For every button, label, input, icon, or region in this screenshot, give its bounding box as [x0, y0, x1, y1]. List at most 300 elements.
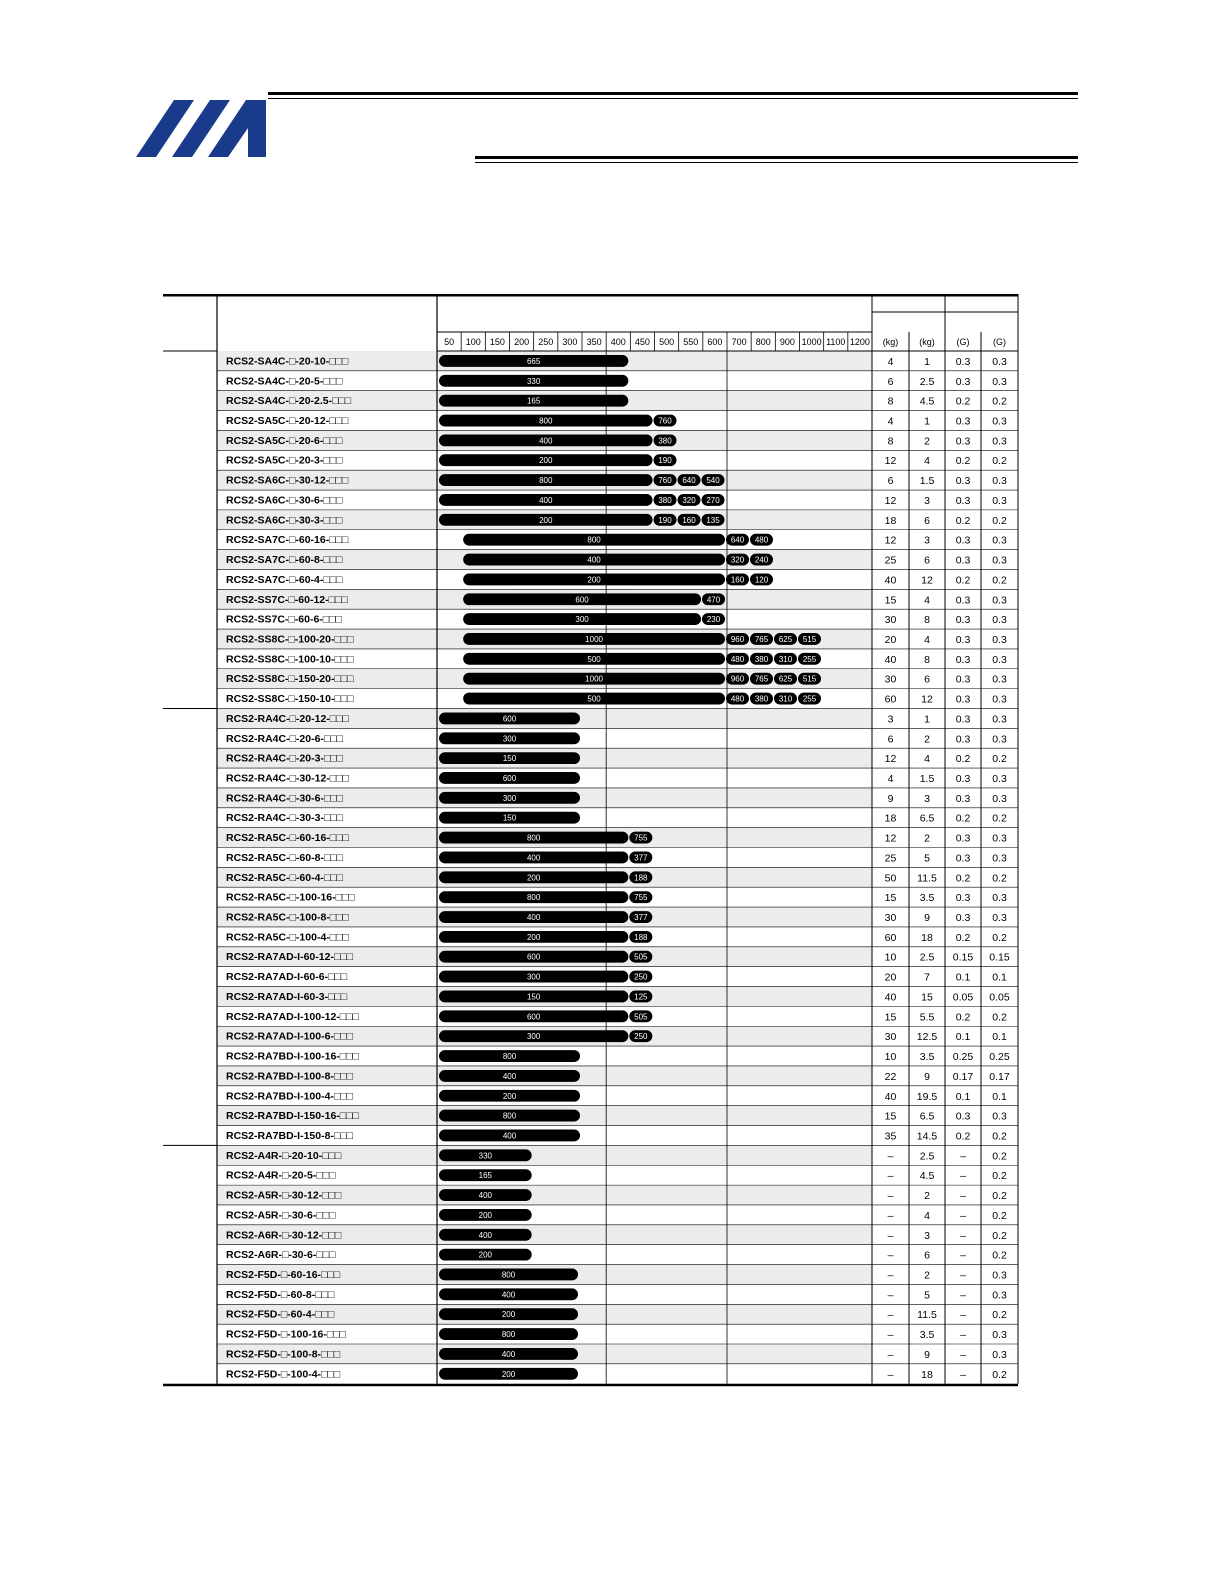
- value-cell: 0.2: [955, 753, 971, 766]
- model-name: RCS2-SA5C-□-20-6-□□□: [226, 434, 343, 447]
- value-cell: 4: [924, 633, 930, 646]
- stroke-bar-label: 800: [501, 1270, 516, 1280]
- value-cell: 0.2: [992, 1209, 1007, 1222]
- value-cell: 0.2: [955, 931, 971, 944]
- table-row: [226, 573, 1007, 586]
- stroke-cap-label: 480: [754, 535, 769, 545]
- value-cell: 11.5: [917, 1309, 937, 1322]
- value-cell: 4.5: [919, 1170, 935, 1183]
- stroke-cap-label: 540: [706, 476, 720, 486]
- value-cell: 2.5: [919, 1150, 935, 1163]
- value-cell: 25: [884, 554, 897, 567]
- table-row: [226, 693, 1007, 706]
- model-name: RCS2-F5D-□-60-4-□□□: [226, 1308, 335, 1321]
- value-cell: 0.2: [992, 1309, 1007, 1322]
- table-row: [226, 1288, 1007, 1301]
- axis-tick-label: 1000: [801, 337, 822, 347]
- stroke-cap-label: 515: [802, 674, 817, 684]
- value-cell: 0.3: [992, 475, 1007, 488]
- value-cell: 0.3: [992, 693, 1007, 706]
- value-cell: 15: [921, 991, 933, 1004]
- value-cell: 0.2: [955, 1130, 971, 1143]
- stroke-bar-label: 400: [478, 1191, 493, 1201]
- value-cell: 15: [884, 594, 897, 607]
- value-cell: 0.3: [955, 375, 971, 388]
- stroke-cap-label: 135: [706, 515, 720, 525]
- value-cell: 0.2: [992, 931, 1007, 944]
- value-cell: –: [887, 1368, 894, 1381]
- value-cell: –: [887, 1329, 894, 1342]
- stroke-bar-label: 300: [526, 972, 541, 982]
- table-row: [226, 951, 1010, 964]
- model-name: RCS2-RA4C-□-20-3-□□□: [226, 752, 343, 765]
- value-cell: 40: [884, 653, 897, 666]
- value-cell: 18: [884, 812, 897, 825]
- value-cell: 5: [924, 1289, 930, 1302]
- value-cell: 19.5: [916, 1090, 938, 1103]
- value-cell: 40: [884, 991, 897, 1004]
- stroke-bar-label: 600: [526, 952, 541, 962]
- value-cell: 0.2: [955, 574, 971, 587]
- value-cell: –: [960, 1150, 966, 1163]
- value-cell: 5: [924, 852, 930, 865]
- stroke-cap-label: 320: [682, 495, 696, 505]
- stroke-cap-label: 310: [778, 654, 793, 664]
- stroke-cap-label: 640: [682, 476, 696, 486]
- stroke-cap-label: 480: [730, 694, 745, 704]
- value-cell: 9: [887, 792, 894, 805]
- stroke-cap-label: 760: [658, 416, 672, 426]
- table-bottom-border: [163, 1384, 1018, 1387]
- stroke-bar-label: 200: [478, 1210, 493, 1220]
- stroke-cap-label: 120: [754, 575, 769, 585]
- value-cell: –: [960, 1368, 966, 1381]
- value-cell: 0.3: [955, 614, 971, 627]
- stroke-cap-label: 625: [778, 674, 793, 684]
- value-cell: 15: [884, 892, 897, 905]
- value-cell: 0.2: [955, 1011, 971, 1024]
- value-cell: 12: [884, 455, 897, 468]
- table-row: [226, 454, 1007, 467]
- value-cell: 0.3: [955, 653, 971, 666]
- stroke-bar-label: 330: [526, 376, 541, 386]
- value-cell: 12.5: [916, 1031, 938, 1044]
- value-cell: 0.3: [992, 832, 1007, 845]
- value-cell: 0.3: [955, 633, 971, 646]
- value-cell: 0.2: [992, 872, 1007, 885]
- stroke-bar-label: 500: [587, 694, 601, 704]
- value-cell: 3: [924, 1229, 930, 1242]
- value-cell: 4: [924, 753, 930, 766]
- axis-tick-label: 150: [489, 337, 505, 347]
- value-cell: 0.3: [992, 1289, 1007, 1302]
- stroke-bar-label: 400: [587, 555, 601, 565]
- value-cell: 0.2: [992, 1011, 1007, 1024]
- stroke-bar-label: 1000: [585, 674, 603, 684]
- stroke-cap-label: 188: [634, 932, 648, 942]
- value-cell: 14.5: [916, 1130, 938, 1143]
- value-cell: 15: [884, 1011, 897, 1024]
- value-cell: 35: [884, 1130, 897, 1143]
- value-cell: 1: [924, 415, 930, 428]
- value-cell: 2.5: [919, 375, 935, 388]
- value-cell: 2: [924, 435, 930, 448]
- value-cell: 40: [884, 1090, 897, 1103]
- axis-tick-label: 550: [683, 337, 699, 347]
- unit-header: (kg): [919, 337, 935, 347]
- stroke-bar-label: 300: [502, 793, 517, 803]
- value-cell: 3.5: [919, 892, 935, 905]
- stroke-cap-label: 470: [706, 595, 721, 605]
- value-cell: 0.3: [955, 832, 971, 845]
- value-cell: 20: [884, 633, 897, 646]
- stroke-cap-label: 190: [658, 456, 672, 466]
- value-cell: 0.3: [992, 713, 1007, 726]
- value-cell: 0.15: [952, 951, 974, 964]
- value-cell: –: [887, 1190, 894, 1203]
- stroke-cap-label: 160: [730, 575, 745, 585]
- unit-headers: [883, 337, 1006, 347]
- value-cell: 0.1: [955, 971, 971, 984]
- stroke-bar-label: 200: [587, 575, 601, 585]
- value-cell: 0.05: [952, 991, 974, 1004]
- value-cell: 12: [884, 832, 897, 845]
- value-cell: 1: [924, 355, 930, 368]
- model-name: RCS2-RA7BD-I-150-8-□□□: [226, 1129, 353, 1142]
- value-cell: –: [887, 1289, 894, 1302]
- stroke-bar-label: 800: [587, 535, 601, 545]
- stroke-cap-label: 188: [634, 873, 648, 883]
- axis-tick-label: 50: [444, 337, 455, 347]
- value-cell: 0.3: [992, 633, 1007, 646]
- stroke-cap-label: 250: [634, 1032, 648, 1042]
- model-name: RCS2-SA4C-□-20-5-□□□: [226, 375, 343, 388]
- value-cell: 2.5: [919, 951, 935, 964]
- value-cell: 0.3: [992, 1110, 1007, 1123]
- model-name: RCS2-RA5C-□-60-4-□□□: [226, 871, 343, 884]
- model-name: RCS2-RA7BD-I-100-4-□□□: [226, 1090, 353, 1103]
- model-name: RCS2-SS7C-□-60-12-□□□: [226, 593, 348, 606]
- stroke-bar-label: 1000: [585, 634, 603, 644]
- stroke-bar-label: 800: [526, 893, 541, 903]
- stroke-cap-label: 310: [778, 694, 793, 704]
- model-name: RCS2-SA7C-□-60-4-□□□: [226, 573, 343, 586]
- value-cell: 18: [884, 514, 897, 527]
- value-cell: 1.5: [919, 475, 935, 488]
- value-cell: 2: [924, 832, 930, 845]
- stroke-bar-label: 200: [539, 515, 553, 525]
- stroke-bar-label: 165: [478, 1171, 493, 1181]
- table-row: [226, 673, 1007, 686]
- stroke-cap-label: 160: [682, 515, 696, 525]
- model-name: RCS2-RA4C-□-30-6-□□□: [226, 792, 343, 805]
- model-name: RCS2-F5D-□-60-8-□□□: [226, 1288, 335, 1301]
- stroke-cap-label: 960: [730, 634, 745, 644]
- table-row: [226, 593, 1007, 606]
- table-row: [226, 732, 1007, 745]
- stroke-cap-label: 230: [706, 615, 721, 625]
- value-cell: 25: [884, 852, 897, 865]
- value-cell: 0.2: [992, 574, 1007, 587]
- model-name: RCS2-RA5C-□-100-16-□□□: [226, 891, 355, 904]
- axis-tick-label: 700: [731, 337, 747, 347]
- table-row: [226, 812, 1007, 825]
- axis-tick-label: 600: [707, 337, 723, 347]
- stroke-bar-label: 200: [539, 456, 553, 466]
- value-cell: 22: [884, 1070, 897, 1083]
- table-row: [226, 375, 1007, 388]
- stroke-bar-label: 800: [502, 1111, 517, 1121]
- axis-tick-label: 100: [465, 337, 481, 347]
- model-name: RCS2-SS8C-□-150-10-□□□: [226, 693, 354, 706]
- value-cell: 30: [884, 614, 897, 627]
- value-cell: 5.5: [919, 1011, 935, 1024]
- value-cell: 8: [924, 614, 930, 627]
- stroke-bar-label: 150: [502, 813, 517, 823]
- value-cell: 0.3: [992, 1348, 1007, 1361]
- stroke-cap-label: 505: [634, 952, 648, 962]
- model-name: RCS2-A6R-□-30-6-□□□: [226, 1249, 336, 1262]
- axis-tick-label: 1100: [826, 337, 846, 347]
- value-cell: 0.3: [992, 355, 1007, 368]
- stroke-bar-label: 200: [501, 1310, 516, 1320]
- model-name: RCS2-SA5C-□-20-3-□□□: [226, 454, 343, 467]
- value-cell: –: [960, 1190, 966, 1203]
- value-cell: 0.2: [955, 872, 971, 885]
- model-name: RCS2-RA4C-□-30-12-□□□: [226, 772, 349, 785]
- stroke-axis-ticks: [444, 332, 870, 351]
- table-row: [226, 911, 1007, 924]
- stroke-bar-label: 200: [478, 1250, 493, 1260]
- axis-tick-label: 900: [779, 337, 795, 347]
- value-cell: 12: [921, 693, 933, 706]
- stroke-bar-label: 200: [502, 1091, 517, 1101]
- stroke-bar-label: 400: [502, 1131, 517, 1141]
- model-name: RCS2-RA7AD-I-60-12-□□□: [226, 951, 353, 964]
- value-cell: –: [887, 1150, 894, 1163]
- value-cell: 10: [884, 951, 897, 964]
- model-name: RCS2-SS8C-□-100-10-□□□: [226, 653, 354, 666]
- value-cell: 8: [924, 653, 930, 666]
- value-cell: 0.1: [955, 1090, 971, 1103]
- value-cell: 0.2: [992, 1249, 1007, 1262]
- value-cell: 0.3: [992, 534, 1007, 547]
- value-cell: 3: [924, 792, 930, 805]
- value-cell: 0.2: [992, 395, 1007, 408]
- stroke-bar-label: 150: [526, 992, 541, 1002]
- value-cell: 4: [887, 355, 894, 368]
- stroke-cap-label: 640: [730, 535, 745, 545]
- stroke-cap-label: 765: [754, 674, 769, 684]
- value-cell: 2: [924, 1269, 930, 1282]
- value-cell: 0.1: [992, 1031, 1007, 1044]
- stroke-cap-label: 255: [802, 694, 817, 704]
- value-cell: –: [887, 1249, 894, 1262]
- value-cell: 30: [884, 912, 897, 925]
- model-name: RCS2-RA4C-□-30-3-□□□: [226, 812, 343, 825]
- value-cell: 4.5: [919, 395, 935, 408]
- value-cell: 0.3: [992, 653, 1007, 666]
- stroke-cap-label: 765: [754, 634, 769, 644]
- stroke-bar-label: 600: [526, 1012, 541, 1022]
- model-name: RCS2-A6R-□-30-12-□□□: [226, 1229, 342, 1242]
- value-cell: 0.2: [955, 455, 971, 468]
- unit-header: (G): [956, 337, 970, 347]
- stroke-cap-label: 380: [658, 495, 672, 505]
- value-cell: 0.17: [989, 1070, 1010, 1083]
- stroke-cap-label: 255: [802, 654, 817, 664]
- value-cell: 6: [924, 554, 930, 567]
- value-cell: 20: [884, 971, 897, 984]
- unit-header: (G): [993, 337, 1006, 347]
- value-cell: 12: [921, 574, 933, 587]
- value-cell: 0.3: [955, 673, 971, 686]
- value-cell: 0.2: [992, 1368, 1007, 1381]
- value-cell: 0.2: [992, 1130, 1007, 1143]
- value-cell: 9: [924, 1070, 930, 1083]
- table-row: [226, 1209, 1007, 1222]
- stroke-bar-label: 400: [539, 495, 553, 505]
- value-cell: 0.17: [952, 1070, 974, 1083]
- value-cell: 6: [887, 375, 894, 388]
- value-cell: 0.3: [992, 733, 1007, 746]
- stroke-bar-label: 800: [502, 1052, 517, 1062]
- value-cell: 0.2: [992, 1170, 1007, 1183]
- stroke-cap-label: 377: [634, 913, 648, 923]
- value-cell: 6.5: [919, 1110, 935, 1123]
- model-name: RCS2-SS8C-□-150-20-□□□: [226, 673, 354, 686]
- stroke-cap-label: 380: [658, 436, 672, 446]
- value-cell: 0.3: [992, 614, 1007, 627]
- model-name: RCS2-RA4C-□-20-6-□□□: [226, 732, 343, 745]
- value-cell: 50: [884, 872, 897, 885]
- stroke-bar-label: 600: [502, 714, 517, 724]
- model-name: RCS2-A4R-□-20-10-□□□: [226, 1149, 342, 1162]
- value-cell: 0.3: [955, 912, 971, 925]
- model-name: RCS2-RA5C-□-100-8-□□□: [226, 911, 349, 924]
- stroke-bar-label: 400: [478, 1230, 493, 1240]
- table-row: [226, 633, 1007, 646]
- value-cell: 0.3: [992, 1269, 1007, 1282]
- stroke-bar-label: 800: [501, 1330, 516, 1340]
- value-cell: 0.3: [955, 892, 971, 905]
- model-name: RCS2-RA4C-□-20-12-□□□: [226, 712, 349, 725]
- value-cell: 0.3: [955, 772, 971, 785]
- table-row: [226, 931, 1007, 944]
- value-cell: –: [960, 1209, 966, 1222]
- table-row: [226, 1010, 1007, 1023]
- value-cell: 18: [921, 931, 933, 944]
- table-row: [226, 971, 1007, 984]
- table-row: [226, 474, 1007, 487]
- value-cell: 0.2: [955, 514, 971, 527]
- value-cell: –: [960, 1229, 966, 1242]
- stroke-cap-label: 240: [754, 555, 769, 565]
- value-cell: 0.3: [992, 852, 1007, 865]
- table-row: [226, 1328, 1007, 1341]
- value-cell: 0.3: [955, 594, 971, 607]
- value-cell: 8: [887, 395, 894, 408]
- value-cell: 4: [924, 594, 930, 607]
- value-cell: 0.3: [992, 912, 1007, 925]
- stroke-cap-label: 515: [802, 634, 817, 644]
- value-cell: 0.3: [955, 693, 971, 706]
- table-top-border: [163, 294, 1018, 297]
- value-cell: 0.2: [955, 812, 971, 825]
- value-cell: 6: [924, 673, 930, 686]
- value-cell: 4: [887, 415, 894, 428]
- value-cell: 6: [887, 475, 894, 488]
- stroke-bar-label: 200: [526, 932, 541, 942]
- value-cell: –: [887, 1170, 894, 1183]
- value-cell: 8: [887, 435, 894, 448]
- model-name: RCS2-F5D-□-100-16-□□□: [226, 1328, 346, 1341]
- value-cell: 30: [884, 1031, 897, 1044]
- stroke-bar-label: 800: [539, 476, 553, 486]
- unit-header: (kg): [882, 337, 899, 347]
- value-cell: 0.2: [992, 1150, 1007, 1163]
- value-cell: 2: [924, 1190, 930, 1203]
- value-cell: 60: [884, 693, 897, 706]
- value-cell: 0.25: [952, 1051, 974, 1064]
- model-name: RCS2-RA7AD-I-100-12-□□□: [226, 1010, 359, 1023]
- table-row: [226, 772, 1007, 785]
- table-row: [226, 1030, 1007, 1043]
- value-cell: 0.1: [992, 971, 1007, 984]
- value-cell: –: [960, 1170, 966, 1183]
- value-cell: 18: [921, 1368, 933, 1381]
- value-cell: 0.3: [992, 892, 1007, 905]
- value-cell: 10: [884, 1051, 897, 1064]
- model-name: RCS2-RA7AD-I-60-3-□□□: [226, 990, 348, 1003]
- value-cell: 0.3: [955, 792, 971, 805]
- stroke-cap-label: 625: [778, 634, 793, 644]
- table-row: [226, 1249, 1007, 1262]
- value-cell: 60: [884, 931, 897, 944]
- value-cell: 0.3: [955, 1110, 971, 1123]
- value-cell: 9: [924, 912, 930, 925]
- model-name: RCS2-A5R-□-30-6-□□□: [226, 1209, 336, 1222]
- axis-tick-label: 450: [634, 337, 650, 347]
- stroke-cap-label: 377: [634, 853, 648, 863]
- model-name: RCS2-F5D-□-100-4-□□□: [226, 1368, 341, 1381]
- value-cell: 0.3: [955, 415, 971, 428]
- model-name: RCS2-RA5C-□-100-4-□□□: [226, 931, 349, 944]
- value-cell: –: [960, 1289, 966, 1302]
- value-cell: 7: [924, 971, 930, 984]
- stroke-cap-label: 380: [754, 654, 769, 664]
- model-name: RCS2-SS7C-□-60-6-□□□: [226, 613, 342, 626]
- stroke-cap-label: 755: [634, 893, 648, 903]
- model-name: RCS2-SA7C-□-60-16-□□□: [226, 534, 349, 547]
- table-row: [226, 534, 1007, 547]
- stroke-bar-label: 200: [501, 1369, 516, 1379]
- value-cell: 0.2: [992, 812, 1007, 825]
- stroke-cap-label: 755: [634, 833, 648, 843]
- model-name: RCS2-F5D-□-60-16-□□□: [226, 1268, 341, 1281]
- table-row: [226, 395, 1007, 408]
- stroke-bar-label: 200: [526, 873, 541, 883]
- stroke-bar-label: 800: [539, 416, 553, 426]
- value-cell: 12: [884, 494, 897, 507]
- value-cell: 3: [924, 494, 930, 507]
- value-cell: 0.3: [992, 792, 1007, 805]
- value-cell: 0.3: [955, 475, 971, 488]
- value-cell: 3: [924, 534, 930, 547]
- value-cell: 15: [884, 1110, 897, 1123]
- value-cell: 0.3: [955, 534, 971, 547]
- value-cell: 6: [924, 514, 930, 527]
